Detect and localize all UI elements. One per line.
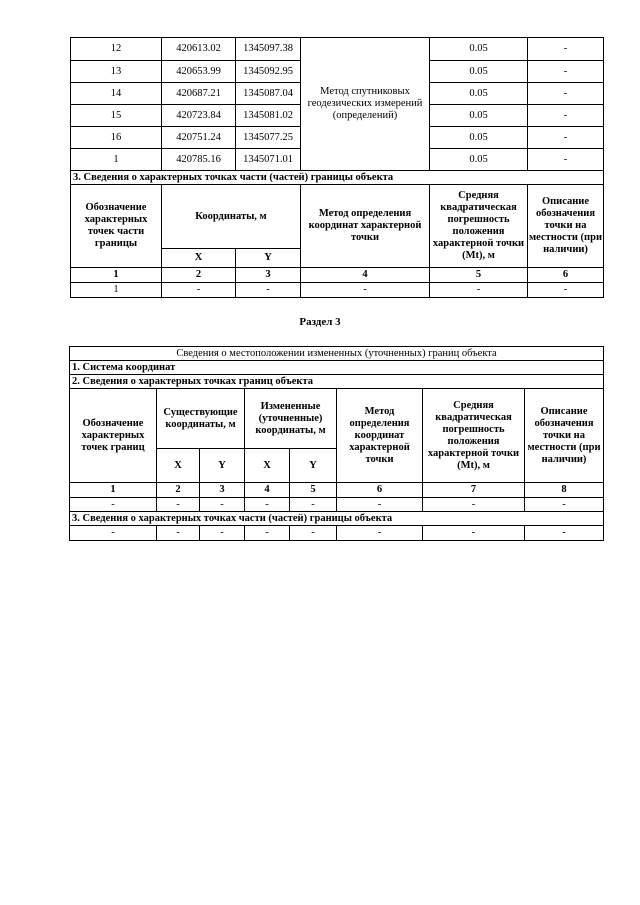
accuracy: 0.05 — [430, 127, 528, 149]
designation-header: Обозначение характерных точек границ — [70, 389, 157, 483]
table-row — [71, 283, 604, 298]
part-points-heading: 3. Сведения о характерных точках части (частей) границы объекта — [70, 512, 604, 526]
table-cell: 1 — [71, 283, 162, 298]
column-number: 8 — [525, 483, 604, 498]
column-number: 3 — [236, 268, 301, 283]
accuracy-header: Средняя квадратическая погрешность положения характерной точки (Mt), м — [430, 185, 528, 268]
description: - — [528, 127, 604, 149]
point-number: 16 — [71, 127, 162, 149]
table-cell: - — [337, 498, 423, 512]
description: - — [528, 105, 604, 127]
table-cell: - — [70, 498, 157, 512]
table-cell: - — [162, 283, 236, 298]
table-cell: - — [157, 498, 200, 512]
y-header: Y — [200, 449, 245, 483]
coord-x: 420751.24 — [162, 127, 236, 149]
point-number: 13 — [71, 61, 162, 83]
column-number: 2 — [162, 268, 236, 283]
table-cell: - — [70, 526, 157, 541]
x-header: X — [162, 249, 236, 268]
table-cell: - — [525, 498, 604, 512]
designation-header: Обозначение характерных точек части границы — [71, 185, 162, 268]
column-number: 3 — [200, 483, 245, 498]
column-numbers-row — [70, 483, 604, 498]
description: - — [528, 61, 604, 83]
column-number: 4 — [245, 483, 290, 498]
table-cell: - — [290, 526, 337, 541]
accuracy: 0.05 — [430, 149, 528, 171]
coord-y: 1345077.25 — [236, 127, 301, 149]
points-table-continued — [70, 37, 604, 298]
coords-header: Координаты, м — [162, 185, 301, 249]
y-header: Y — [290, 449, 337, 483]
description: - — [528, 38, 604, 61]
accuracy: 0.05 — [430, 105, 528, 127]
accuracy: 0.05 — [430, 61, 528, 83]
point-number: 12 — [71, 38, 162, 61]
column-number: 6 — [528, 268, 604, 283]
description: - — [528, 149, 604, 171]
column-number: 6 — [337, 483, 423, 498]
table-cell: - — [528, 283, 604, 298]
coord-x: 420723.84 — [162, 105, 236, 127]
table-cell: - — [200, 498, 245, 512]
table-cell: - — [423, 498, 525, 512]
table-cell: - — [245, 498, 290, 512]
part-points-heading: 3. Сведения о характерных точках части (частей) границы объекта — [71, 171, 604, 185]
column-number: 5 — [430, 268, 528, 283]
method-header: Метод определения координат характерной точки — [301, 185, 430, 268]
accuracy-header: Средняя квадратическая погрешность положения характерной точки (Mt), м — [423, 389, 525, 483]
table-row — [71, 38, 604, 61]
table-cell: - — [290, 498, 337, 512]
column-number: 1 — [70, 483, 157, 498]
description-header: Описание обозначения точки на местности (при наличии) — [528, 185, 604, 268]
existing-coords-header: Существующие координаты, м — [157, 389, 245, 449]
coord-y: 1345087.04 — [236, 83, 301, 105]
column-number: 5 — [290, 483, 337, 498]
table-cell: - — [245, 526, 290, 541]
column-number: 1 — [71, 268, 162, 283]
coord-x: 420687.21 — [162, 83, 236, 105]
coordinate-system-heading: 1. Система координат — [70, 361, 604, 375]
column-number: 2 — [157, 483, 200, 498]
y-header: Y — [236, 249, 301, 268]
accuracy: 0.05 — [430, 38, 528, 61]
changed-boundaries-table — [69, 346, 604, 541]
method-header: Метод определения координат характерной точки — [337, 389, 423, 483]
point-number: 14 — [71, 83, 162, 105]
method-cell: Метод спутниковых геодезических измерений (определений) — [301, 38, 430, 171]
table-cell: - — [301, 283, 430, 298]
table-row — [70, 526, 604, 541]
coord-y: 1345081.02 — [236, 105, 301, 127]
description-header: Описание обозначения точки на местности (при наличии) — [525, 389, 604, 483]
coord-y: 1345071.01 — [236, 149, 301, 171]
points-heading: 2. Сведения о характерных точках границ объекта — [70, 375, 604, 389]
x-header: X — [245, 449, 290, 483]
changed-coords-header: Измененные (уточненные) координаты, м — [245, 389, 337, 449]
table-title: Сведения о местоположении измененных (уточненных) границ объекта — [70, 347, 604, 361]
x-header: X — [157, 449, 200, 483]
point-number: 1 — [71, 149, 162, 171]
table-cell: - — [525, 526, 604, 541]
table-cell: - — [430, 283, 528, 298]
coord-x: 420785.16 — [162, 149, 236, 171]
coord-y: 1345097.38 — [236, 38, 301, 61]
section-title: Раздел 3 — [299, 316, 341, 328]
table-cell: - — [337, 526, 423, 541]
description: - — [528, 83, 604, 105]
column-number: 4 — [301, 268, 430, 283]
accuracy: 0.05 — [430, 83, 528, 105]
column-number: 7 — [423, 483, 525, 498]
table-cell: - — [423, 526, 525, 541]
table-cell: - — [157, 526, 200, 541]
coord-y: 1345092.95 — [236, 61, 301, 83]
table-row — [70, 498, 604, 512]
point-number: 15 — [71, 105, 162, 127]
table-cell: - — [200, 526, 245, 541]
table-cell: - — [236, 283, 301, 298]
coord-x: 420653.99 — [162, 61, 236, 83]
coord-x: 420613.02 — [162, 38, 236, 61]
column-numbers-row — [71, 268, 604, 283]
